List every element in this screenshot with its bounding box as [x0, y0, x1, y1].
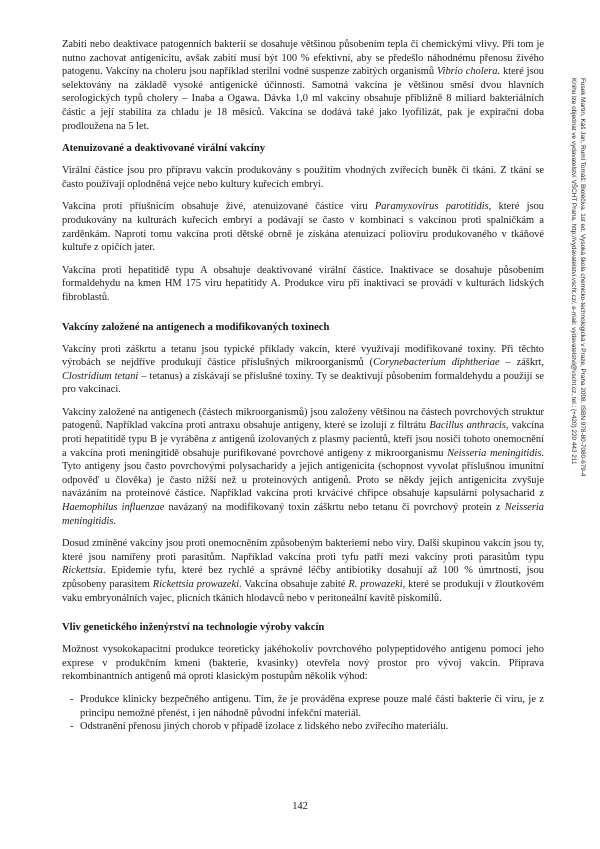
page-number: 142: [292, 801, 308, 812]
italic-term: Paramyxovirus parotitidis: [374, 201, 489, 213]
italic-term: Corynebacterium diphtheriae: [373, 357, 500, 369]
italic-term: Neisseria meningitidis: [62, 502, 544, 527]
paragraph: Dosud zmíněné vakcíny jsou proti onemocněním způsobeným bakteriemi nebo viry. Další skupinou vakcín jsou ty, které jsou namířeny proti parasitům. Například vakcína proti tyfu patří mezi vakcíny proti parasitům typu Rickettsia. Epidemie tyfu, které bez rychlé a správné léčby antibiotiky dosahují až 100 % úmrtnosti, jsou způsobeny parasitem Rickettsia prowazeki. Vakcína obsahuje zabité R. prowazeki, které se produkují v žloutkovém vaku embryonálních vajec, plicních tkáních hlodavců nebo v peritoneální kavitě pískomilů.: [62, 538, 544, 604]
section-heading-viral-vaccines: Atenuizované a deaktivované virální vakcíny: [62, 143, 266, 155]
advantages-list: [62, 693, 544, 734]
list-item: - Odstranění přenosu jiných chorob v případě izolace z lidského nebo zvířecího materiálu.: [70, 720, 544, 734]
intro-paragraph: Zabití nebo deaktivace patogenních bakterií se dosahuje většinou působením tepla či chemickými vlivy. Při tom je nutno zachovat antigenicitu, avšak zabití musí být 100 % efektivní, aby se předešlo náhodnému přenosu živého patogenu. Vakcíny na choleru jsou například sterilní vodné suspenze zabitých organismů Vibrio cholera. které jsou selektovány na základě vysoké antigenické účinnosti. Samotná vakcína je většinou směsí dvou hlavních serologických typů cholery – Inaba a Ogawa. Dávka 1,0 ml vakcíny obsahuje přibližně 8 miliard bakteriálních částic a její stabilita za chladu je 18 měsíců. Vakcína se dodává také jako lyofilizát, pak je expirační doba prodloužena na 5 let.: [62, 39, 545, 132]
citation-line: Fusek Martin, Káš Jan, Ruml Tomáš: Bioléčiva. 1st ed. Vysoká škola chemicko-technologická v Praze, Praha 2008. ISBN 978-80-7080-679-4: [579, 78, 586, 477]
italic-term: R. prowazeki: [348, 579, 403, 590]
paragraph: Vakcíny založené na antigenech (částech mikroorganismů) jsou založeny většinou na částech povrchových struktur patogenů. Například vakcína proti antraxu obsahuje antigeny, které se izolují z filtrátu Bacillus anthracis, vakcína proti hepatitidě typu B je vyráběna z antigenů izolovaných z plasmy pacientů, kteří jsou nosiči tohoto onemocnění a vakcína proti meningitidě obsahuje purifikované povrchové antigeny z mikroorganismu Neisseria meningitidis. Tyto antigeny jsou často povrchovými polysacharidy a jejich antigenicita (schopnost vyvolat příslušnou imunitní odpověď u člověka) je často nižší než u proteinových antigenů. Proto se někdy jejich antigenicita zvyšuje navázáním na proteinové částice. Například vakcína proti krvácivé chřipce obsahuje kapsulární polysacharid z Haemophilus influenzae navázaný na modifikovaný toxin záškrtu nebo tetanu či povrchový protein z Neisseria meningitidis.: [62, 406, 544, 527]
italic-term: Haemophilus influenzae: [62, 502, 165, 514]
italic-term: Clostridium tetani: [62, 370, 139, 382]
italic-term: Vibrio cholera.: [436, 66, 501, 78]
paragraph: Vakcína proti příušnicím obsahuje živé, atenuizované částice viru Paramyxovirus parotitidis, které jsou produkovány na kulturách kuřecích embryí a podávají se často v kombinaci s vakcínou proti spalničkám a zarděnkám. Naproti tomu vakcína proti dětské obrně je získána atenuizací polioviru produkovaného v tkáňové kultuře z opičích jater.: [62, 201, 545, 254]
order-info-line: Knihu lze objednat ve vydavatelství VŠCHT Praha, http://vydavatelstvi.vscht.cz/, e-mail: vydavatelstvi@vscht.cz, tel.: (+420) 220 443 211: [570, 78, 578, 465]
paragraph: Vakcíny proti záškrtu a tetanu jsou typické příklady vakcín, které využívají modifikované toxiny. Při těchto výrobách se nejdříve produkují částice příslušných mikroorganismů (Corynebacterium diphtheriae – záškrt, Clostridium tetani – tetanus) a získávají se příslušné toxiny. Ty se deaktivují působením formaldehydu a použijí se pro vakcinaci.: [62, 343, 544, 396]
italic-term: Bacillus anthracis: [429, 420, 506, 432]
section-heading-antigen-vaccines: Vakcíny založené na antigenech a modifikovaných toxinech: [62, 321, 330, 333]
italic-term: Neisseria meningitidis: [447, 447, 542, 459]
italic-term: Rickettsia: [62, 565, 103, 577]
list-item: - Produkce klinicky bezpečného antigenu. Tím, že je prováděna exprese pouze malé části bakterie či viru, je z principu nemožné přenést, i jen náhodně původní infekční materiál.: [70, 693, 544, 720]
italic-term: Rickettsia prowazeki: [152, 579, 239, 590]
section-heading-genetic-engineering: Vliv genetického inženýrství na technologie výroby vakcín: [62, 622, 325, 634]
page-body: [62, 38, 544, 734]
paragraph: Virální částice jsou pro přípravu vakcín produkovány s použitím vhodných zvířecích buněk či tkání. Z tkání se často používají oplodněná vejce nebo kultury kuřecích embryí.: [62, 165, 544, 190]
paragraph: Vakcína proti hepatitidě typu A obsahuje deaktivované virální částice. Inaktivace se dosahuje působením formaldehydu na kmen HM 175 viru hepatitidy A. Produkce viru při inaktivaci se provádí v kulturách lidských fibroblastů.: [62, 264, 544, 303]
paragraph: Možnost vysokokapacitní produkce teoreticky jakéhokoliv povrchového polypeptidového antigenu pomocí jeho exprese v produkčním kmeni (bakterie, kvasinky) otevřela nový prostor pro vývoj vakcín. Příprava rekombinantních antigenů má oproti klasickým postupům několik výhod:: [62, 644, 544, 683]
side-citation-note: [560, 78, 586, 598]
